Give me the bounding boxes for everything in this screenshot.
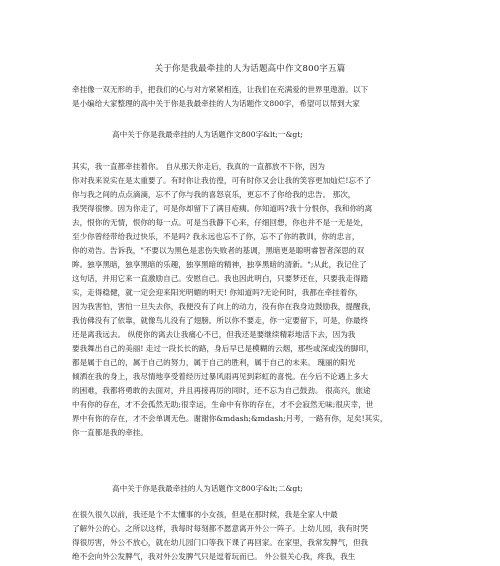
- section-body: [72, 508, 442, 564]
- section-heading: 高中关于你是我最牵挂的人为话题作文800字&lt;二&gt;: [112, 484, 303, 493]
- body-line: 中有你的存在，才不会孤然无助;很幸运，生命中有你的存在，才不会寂然无味;很庆幸，世: [72, 400, 374, 409]
- body-line: 的困难，我都将勇敢的去面对，并且再接再厉的同时，还不忘为自己鼓劲。 很高兴，旅途: [72, 386, 371, 395]
- body-line: 你与我之间的点点滴滴，忘不了你与我的喜怒哀乐，更忘不了你给我的忠告。 那次，: [72, 190, 356, 199]
- body-line: 你一直都是我的牵挂。: [72, 428, 148, 437]
- section-body: [72, 160, 442, 440]
- body-line: 界中有你的存在，才不会单调无色。谢谢你&mdash;&mdash;月考，一路有你，足矣!其实，: [72, 414, 388, 423]
- body-line: 去，恨你的无情，恨你的每一点。可是当我静下心来，仔细回想，你也并不是一无是处，: [72, 218, 369, 227]
- body-line: 要我舞出自己的美丽! 走过一段长长的路，身后早已是模糊的云烟，那些或深或浅的脚印，: [72, 344, 374, 353]
- body-line: 眸。独享黑暗，独享黑暗的乐趣，独享黑暗的精神，独享黑暗的清新。";从此，我记住了: [72, 260, 367, 269]
- body-line: 其实，我一直都牵挂着你。 自从那天你走后，我真的一直都放不下你，因为: [72, 162, 326, 171]
- body-line: 得很厉害，外公不放心，就在幼儿园门口等我下课了再回家。在家里，我常发脾气，但我: [72, 538, 369, 547]
- intro-paragraph: [72, 83, 442, 111]
- body-line: 这句话，并用它来一直激励自己。安慰自己。我也因此明白，只要梦还在，只要我走得踏: [72, 274, 369, 283]
- body-line: 绝不会向外公发脾气，我对外公发脾气只是逗着玩而已。 外公很关心我，疼我，我生: [72, 552, 356, 561]
- body-line: 因为我害怕，害怕一旦失去你，我便没有了向上的动力，没有你在我身边鼓励我，提醒我，: [72, 302, 376, 311]
- body-line: 我仿佛没有了依靠，就像鸟儿没有了翅膀。所以你不要走，你一定要留下，可是，你最终: [72, 316, 369, 325]
- body-line: 你对我来说实在是太重要了。有时你让我彷徨，可有时你又会让我的笑容更加灿烂!忘不了: [72, 176, 372, 185]
- section-heading: 高中关于你是我最牵挂的人为话题作文800字&lt;一&gt;: [112, 130, 303, 139]
- body-line: 至少你曾经带给我过快乐，不是吗? 我永远也忘不了你，忘不了你的教训，你的忠言，: [72, 232, 360, 241]
- intro-line: 是小编给大家整理的高中关于你是我最牵挂的人为话题作文800字，希望可以帮到大家: [72, 99, 360, 108]
- body-line: 我哭得很惨。因为你走了，可是你却留下了满目疮痍。你知道吗?我十分恨你，我和你的离: [72, 204, 373, 213]
- body-line: 倾洒在我的身上，我尽情地享受着经历过暴风雨再见到彩虹的喜悦。在今后不论遇上多大: [72, 372, 369, 381]
- body-line: 还是离我远去。 纵使你的离去让我痛心不已，但我还是要继续精彩地活下去，因为我: [72, 330, 356, 339]
- document-title: 关于你是我最牵挂的人为话题高中作文800字五篇: [154, 64, 346, 74]
- body-line: 了解外公的心。之所以这样，我每时每刻都不愿意离开外公一阵子。上幼儿园，我有时哭: [72, 524, 369, 533]
- body-line: 你的劝告。告诉我，"不要以为黑色是悲伤失败者的基调，黑暗更是聪明睿智者深思的双: [72, 246, 365, 255]
- body-line: 都是属于自己的，属于自己的努力，属于自己的胜利，属于自己的未来。 瑰丽的阳光: [72, 358, 356, 367]
- body-line: 在很久很久以前，我还是个不太懂事的小女孩，但是在那时候，我是全家人中最: [72, 510, 338, 519]
- body-line: 实，走得稳健，就一定会迎来阳光明媚的明天! 你知道吗?无论何时，我都在牵挂着你，: [72, 288, 363, 297]
- intro-line: 牵挂像一双无形的手，把我们的心与对方紧紧相连，让我们在充满爱的世界里遨游。以下: [72, 85, 369, 94]
